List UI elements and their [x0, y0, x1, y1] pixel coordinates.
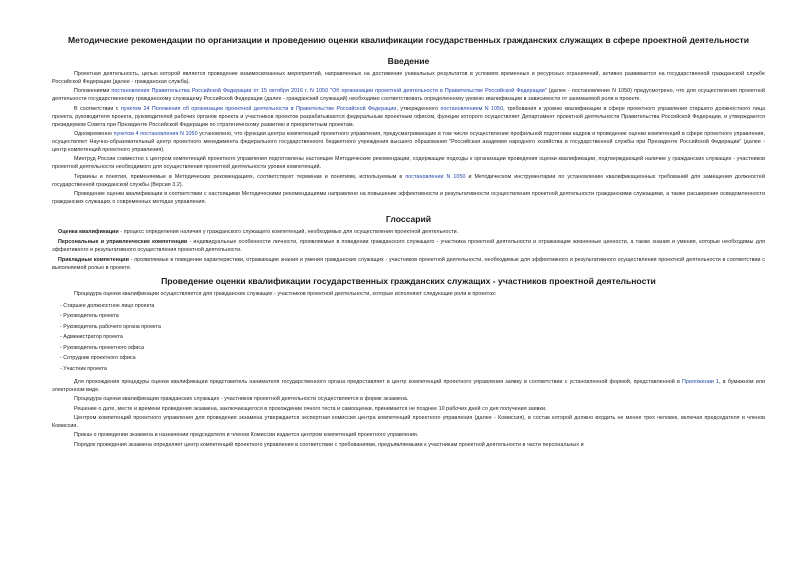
- glossary-definition: - проявляемые в поведении характеристики, отражающие знания и умения гражданских служащих - участников проектной деятельности, необходимые для эффективного и результативного осуществления проектной деятельности в соответствии с выполняемой ролью в проекте.: [52, 256, 765, 271]
- glossary-term: Оценка квалификации: [58, 229, 119, 236]
- glossary-term: Персональные и управленческие компетенции: [58, 238, 188, 245]
- text-fragment: Положениями: [74, 88, 112, 95]
- procedure-paragraph-3: Решение о дате, месте и времени проведения экзамена, заключающегося в прохождении очного теста и самооценки, принимается не позднее 10 рабочих дней со дня получения заявки.: [74, 405, 547, 412]
- list-item: - Руководитель рабочего органа проекта: [60, 323, 161, 330]
- text-fragment: , утвержденного: [396, 105, 441, 112]
- procedure-paragraph-4: Центром компетенций проектного управления для проведения экзамена утверждается экспертная комиссия центра компетенций проектного управления (далее - Комиссия), в состав которой должно входить не менее трех человек, включая председателя и членов Комиссии.: [52, 415, 765, 429]
- procedure-paragraph-2: Процедура оценки квалификации гражданских служащих - участников проектной деятельности осуществляется в форме экзамена.: [74, 396, 409, 403]
- intro-paragraph-4: [52, 131, 765, 155]
- intro-heading: Введение: [387, 56, 430, 66]
- document-title: Методические рекомендации по организации и проведению оценки квалификации государственных гражданских служащих в сфере проектной деятельности: [67, 35, 750, 45]
- procedure-paragraph-5: Приказ о проведении экзамена и назначении председателя и членов Комиссии издается центром компетенций проектного управления.: [74, 432, 419, 439]
- intro-paragraph-1: Проектная деятельность, целью которой является проведение взаимосвязанных мероприятий, направленных на достижение уникальных результатов в условиях временных и ресурсных ограничений, активно развивается на государственной гражданской службе Российской Федерации (далее - гражданская служба).: [52, 71, 765, 85]
- glossary-item: [52, 239, 765, 255]
- text-fragment: , требования к уровню квалификации в сфере проектного управления старшего должностного лица проекта, руководителя проекта, руководителей рабочих органов проекта и участников проектов разрабатываются федеральным проектным офисом, функции которого осуществляет Департамент проектной деятельности Правительства Российской Федерации, и утверждаются президиумом Совета при Президенте Российской Федерации по стратегическому развитию и приоритетным проектам.: [52, 105, 765, 128]
- text-fragment: Одновременно: [74, 131, 114, 138]
- glossary-item: [52, 257, 765, 273]
- list-item: - Руководитель проектного офиса: [60, 344, 145, 351]
- glossary-term: Прикладные компетенции: [58, 256, 129, 263]
- glossary-definition: - индивидуальные особенности личности, проявляемые в поведении гражданского служащего - участника проектной деятельности и отражающие жизненные ценности, а также знания и умения, которые необходимы для эффективного и результативного осуществления проектной деятельности.: [52, 238, 765, 253]
- link-item-4-resolution[interactable]: пунктом 4 постановления N 1050: [113, 131, 198, 138]
- text-fragment: , в бумажном или электронном виде.: [52, 378, 765, 393]
- list-item: - Участник проекта: [60, 366, 107, 373]
- text-fragment: В соответствии с: [74, 105, 121, 112]
- intro-paragraph-2: [52, 88, 765, 104]
- procedure-heading: Проведение оценки квалификации государственных гражданских служащих - участников проектной деятельности: [161, 275, 656, 286]
- link-resolution-1050-short[interactable]: постановлением N 1050: [440, 105, 504, 112]
- text-fragment: Термины и понятия, применяемые в Методических рекомендациях, соответствуют терминам и понятиям, используемым в: [74, 173, 406, 180]
- text-fragment: Для прохождения процедуры оценки квалификации представитель нанимателя государственного органа предоставляет в центр компетенций проектного управления заявку в соответствии с установленной формой, представленной в: [74, 378, 683, 385]
- intro-paragraph-6: [52, 174, 765, 190]
- list-item: - Администратор проекта: [60, 334, 123, 341]
- glossary-item: [52, 229, 765, 237]
- list-item: - Сотрудник проектного офиса: [60, 355, 136, 362]
- intro-paragraph-3: [52, 106, 765, 130]
- list-item: - Руководитель проекта: [60, 313, 119, 320]
- text-fragment: установлено, что функции центра компетенций проектного управления, предусматривающие в том числе осуществление профильной подготовки кадров и проведение оценки компетенций в сфере проектного управления, осуществляет Научно-образовательный центр проектного менеджмента федерального государственного бюджетного учреждения высшего образования "Российская академия народного хозяйства и государственной службы при Президенте Российской Федерации" (далее - центр компетенций проектного управления).: [52, 131, 765, 153]
- procedure-paragraph-1: [52, 379, 765, 395]
- intro-paragraph-7: Проведение оценки квалификации в соответствии с настоящими Методическими рекомендациями направлено на повышение эффективности и результативности осуществления проектной деятельности гражданскими служащими, а также расширение осведомленности гражданских служащих о современных методах управления.: [52, 191, 765, 206]
- roles-list: [52, 301, 765, 375]
- link-item-24-regulation[interactable]: пунктом 24 Положения об организации проектной деятельности в Правительстве Российской Федерации: [120, 105, 397, 112]
- glossary-definition: - процесс определения наличия у гражданского служащего компетенций, необходимых для осуществления проектной деятельности.: [118, 229, 459, 236]
- glossary-heading: Глоссарий: [385, 214, 432, 225]
- procedure-intro: Процедура оценки квалификации осуществляется для гражданских служащих - участников проектной деятельности, которые исполняют следующие роли в проектах:: [74, 290, 497, 297]
- text-fragment: (далее - постановление N 1050) предусмотрено, что для осуществления проектной деятельности государственному гражданскому служащему Российской Федерации (далее - гражданский служащий) необходимо соответствовать определенному уровню квалификации в зависимости от занимаемой роли в проекте.: [52, 88, 765, 103]
- link-resolution-1050-terms[interactable]: постановлении N 1050: [405, 173, 466, 180]
- list-item: - Старшее должностное лицо проекта: [60, 302, 155, 309]
- intro-paragraph-5: Минтруд России совместно с центром компетенций проектного управления подготовлены настоящие Методические рекомендации, содержащие подходы к организации проведения оценки квалификации, подтверждающей наличие у гражданских служащих - участников проектной деятельности необходимого для осуществления проектной деятельности уровня компетенций.: [52, 156, 765, 171]
- link-appendix-1[interactable]: Приложении 1: [682, 378, 720, 385]
- text-fragment: и Методическом инструментарии по установлению квалификационных требований для замещения должностей государственной гражданской службы (Версия 3.2).: [52, 173, 765, 188]
- link-resolution-1050[interactable]: постановления Правительства Российской Федерации от 15 октября 2016 г. N 1050 "Об организации проектной деятельности в Правительстве Российской Федерации": [111, 88, 547, 95]
- procedure-paragraph-6: Порядок проведения экзамена определяет центр компетенций проектного управления в соответствии с требованиями, предъявляемыми к участникам проектной деятельности в части персональных и: [74, 441, 584, 448]
